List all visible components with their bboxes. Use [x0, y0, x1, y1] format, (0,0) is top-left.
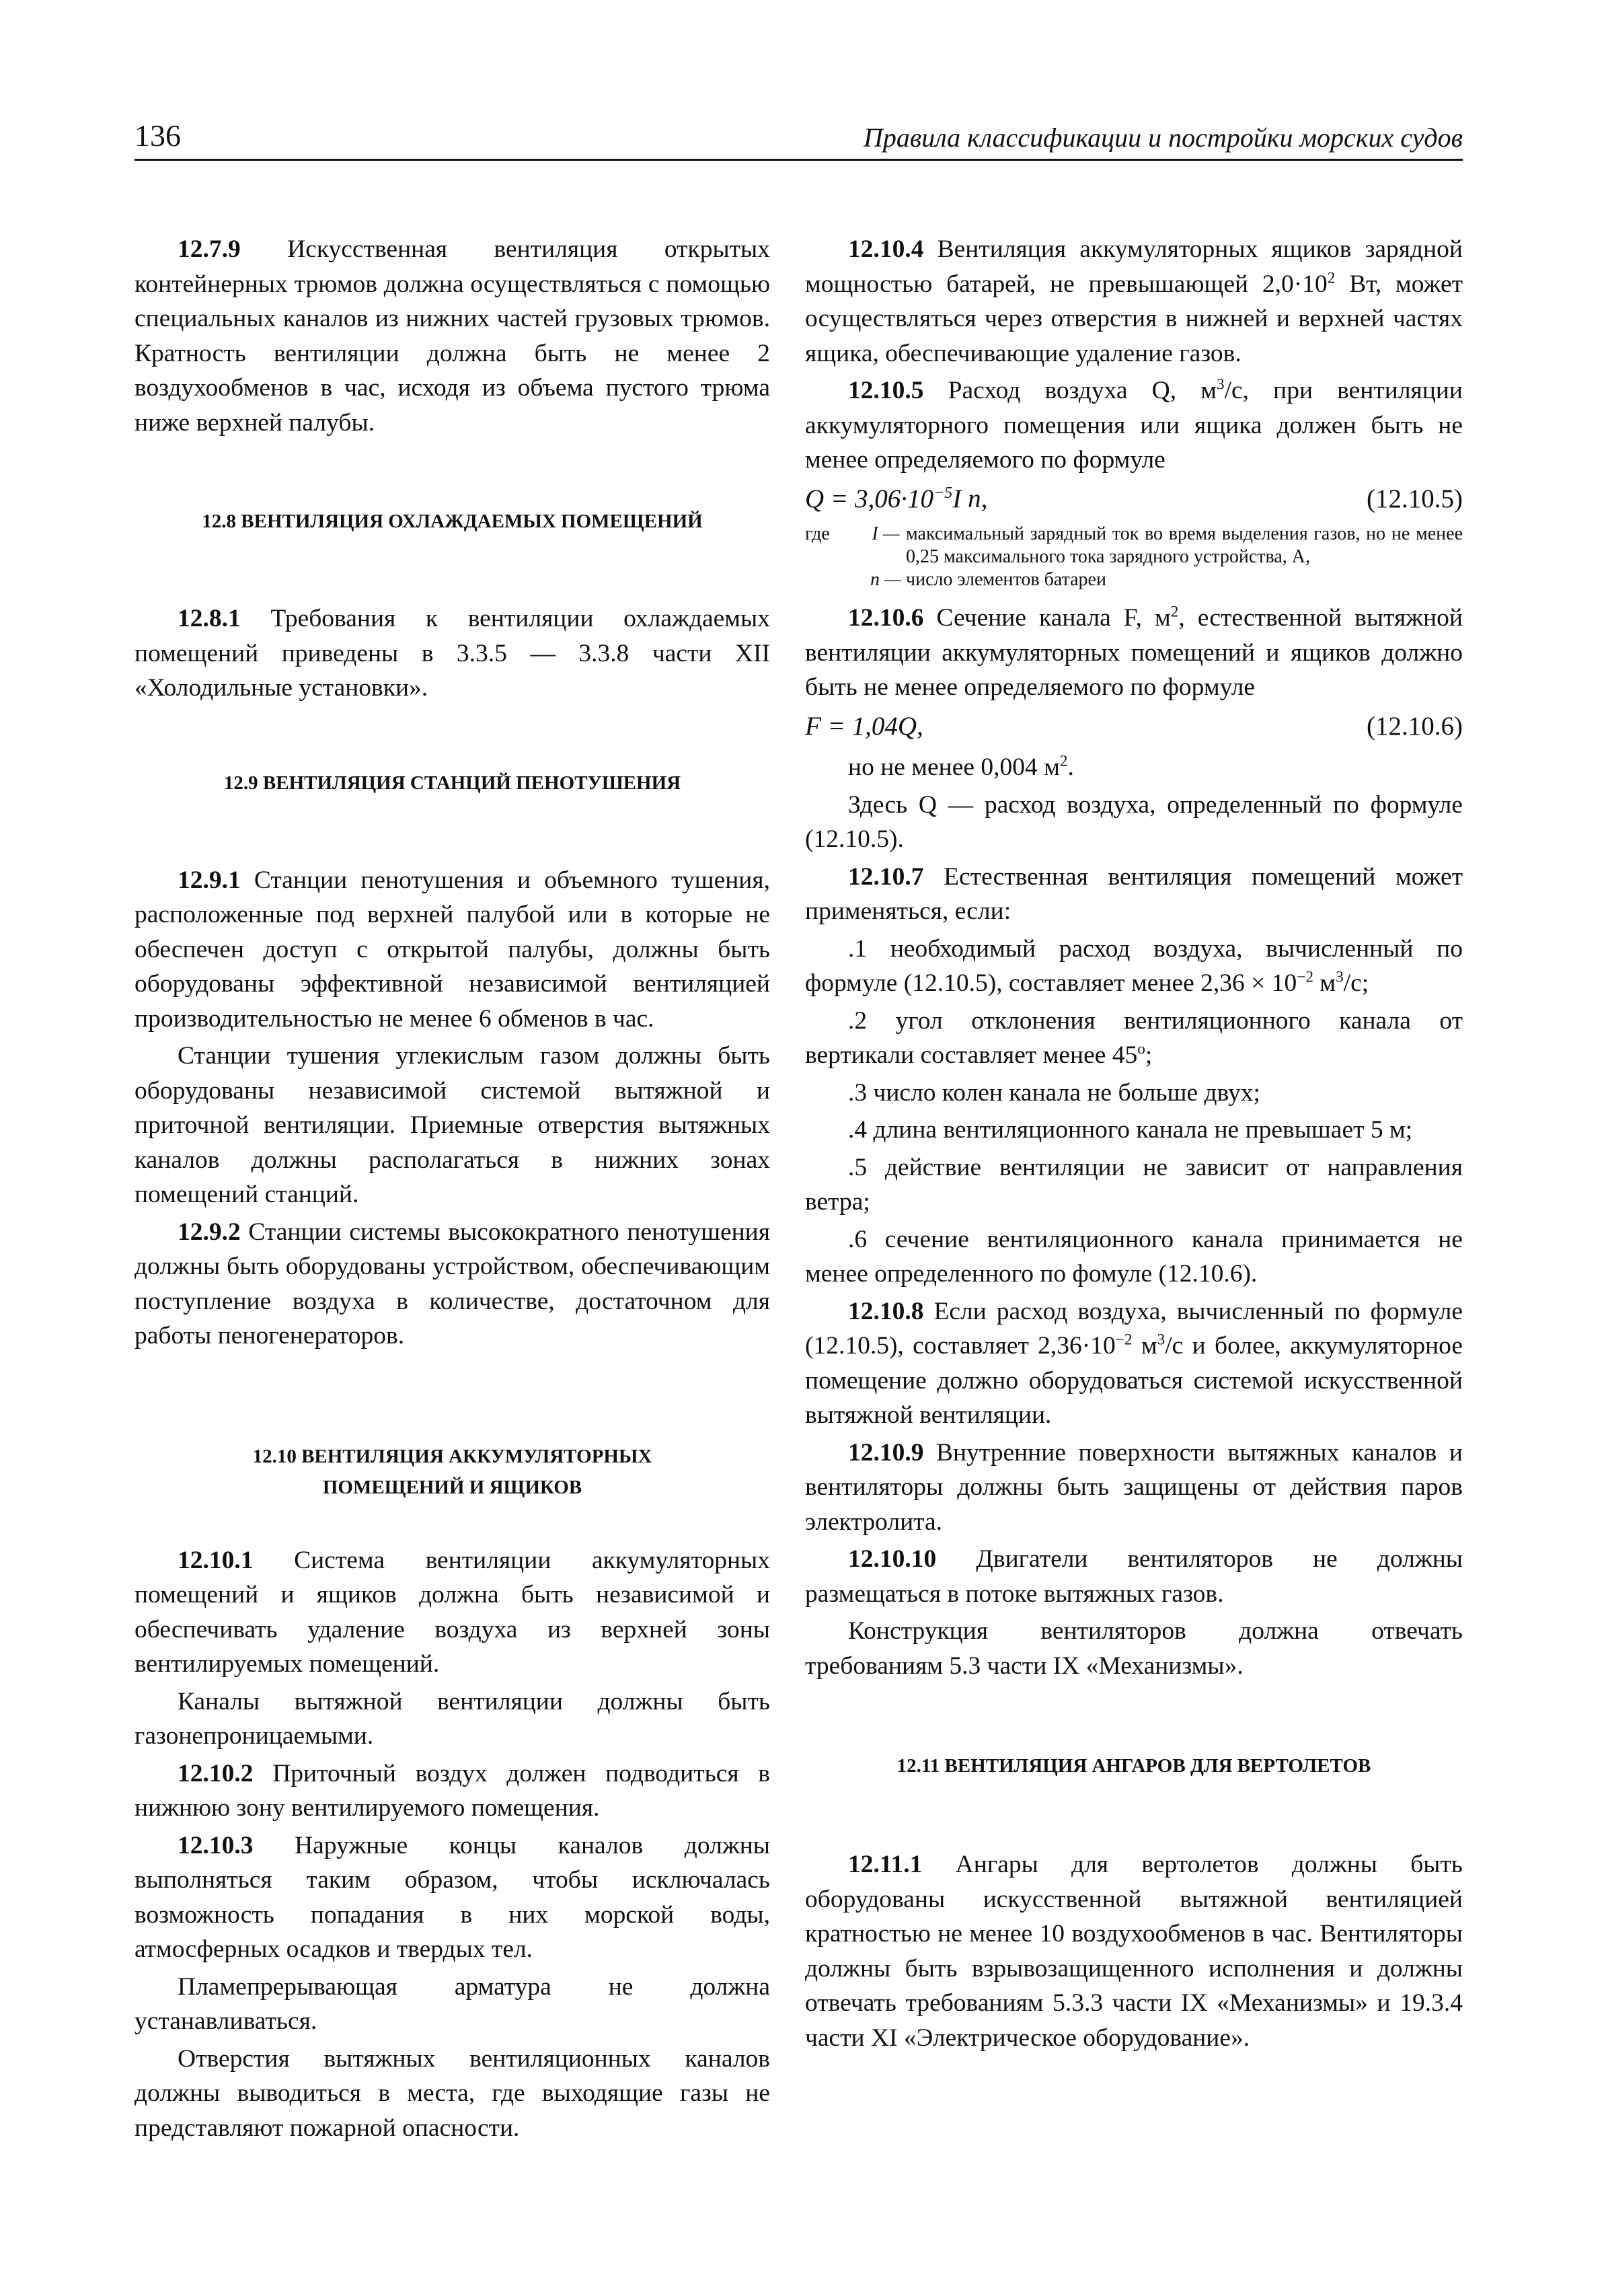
paragraph-12-10-9: 12.10.9 Внутренние поверхности вытяжных каналов и вентиляторы должны быть защищены от действия паров электролита. — [805, 1438, 1463, 1536]
paragraph-12-10-3-c: Отверстия вытяжных вентиляционных каналов должны выводиться в места, где выходящие газы не представляют пожарной опасности. — [135, 2044, 770, 2142]
section-heading-12-10: 12.10 ВЕНТИЛЯЦИЯ АККУМУЛЯТОРНЫХ ПОМЕЩЕНИЙ И ЯЩИКОВ — [252, 1445, 652, 1498]
paragraph-12-11-1: 12.11.1 Ангары для вертолетов должны быть оборудованы искусственной вытяжной вентиляцией кратностью не менее 10 воздухообменов в час. Вентиляторы должны быть взрывозащищенного исполнения и должны отвечать требованиям 5.3.3 части IX «Механизмы» и 19.3.4 части XI «Электрическое оборудование». — [805, 1851, 1463, 2052]
paragraph-12-9-1-b: Станции тушения углекислым газом должны быть оборудованы независимой системой вытяжной и приточной вентиляции. Приемные отверстия вытяжных каналов должны располагаться в нижних зонах помещений станций. — [135, 1042, 770, 1208]
list-item-3: .3 число колен канала не больше двух; — [848, 1078, 1260, 1107]
paragraph-12-10-7: 12.10.7 Естественная вентиляция помещений может применяться, если: — [805, 862, 1463, 925]
paragraph-12-10-1-b: Каналы вытяжной вентиляции должны быть газонепроницаемыми. — [135, 1687, 770, 1750]
right-column — [805, 232, 1463, 2058]
paragraph-12-10-10: 12.10.10 Двигатели вентиляторов не должны размещаться в потоке вытяжных газов. — [805, 1545, 1463, 1608]
list-item-4: .4 длина вентиляционного канала не превышает 5 м; — [848, 1116, 1413, 1144]
paragraph-12-7-9: 12.7.9 Искусственная вентиляция открытых контейнерных трюмов должна осуществляться с помощью специальных каналов из нижних частей грузовых трюмов. Кратность вентиляции должна быть не менее 2 воздухообменов в час, исходя из объема пустого трюма ниже верхней палубы. — [135, 235, 770, 437]
list-item-1: .1 необходимый расход воздуха, вычисленный по формуле (12.10.5), составляет менее $2,36 \times 10^{-2}$ $м^3/с$; — [805, 934, 1463, 997]
page-number: 136 — [135, 118, 181, 153]
section-heading-12-11: 12.11 ВЕНТИЛЯЦИЯ АНГАРОВ ДЛЯ ВЕРТОЛЕТОВ — [896, 1755, 1371, 1777]
section-heading-12-9: 12.9 ВЕНТИЛЯЦИЯ СТАНЦИЙ ПЕНОТУШЕНИЯ — [223, 772, 681, 794]
paragraph-12-9-2: 12.9.2 Станции системы высокократного пенотушения должны быть оборудованы устройством, обеспечивающим поступление воздуха в количестве, достаточном для работы пеногенераторов. — [135, 1218, 770, 1349]
formula-number: (12.10.5) — [1367, 484, 1463, 513]
paragraph-12-10-8: 12.10.8 Если расход воздуха, вычисленный по формуле (12.10.5), составляет $2,36\cdot 10^{-2}$ $м^3/с$ и более, аккумуляторное помещение должно оборудоваться системой искусственной вытяжной вентиляции. — [805, 1297, 1463, 1429]
paragraph-12-10-4: 12.10.4 Вентиляция аккумуляторных ящиков зарядной мощностью батарей, не превышающей $2,0\cdot 10^2$ Вт, может осуществляться через отверстия в нижней и верхней частях ящика, обеспечивающие удаление газов. — [805, 235, 1463, 367]
list-item-2: .2 угол отклонения вентиляционного канала от вертикали составляет менее $45^о$; — [805, 1006, 1463, 1069]
left-column — [135, 232, 770, 2148]
formula-number: (12.10.6) — [1367, 711, 1463, 741]
paragraph-12-10-3: 12.10.3 Наружные концы каналов должны выполняться таким образом, чтобы исключалась возможность попадания в них морской воды, атмосферных осадков и твердых тел. — [135, 1831, 770, 1963]
list-item-6: .6 сечение вентиляционного канала принимается не менее определенного по фомуле (12.10.6). — [805, 1225, 1463, 1288]
paragraph-formula-note: но не менее 0,004 $м^2$. — [848, 752, 1074, 781]
section-heading-12-8: 12.8 ВЕНТИЛЯЦИЯ ОХЛАЖДАЕМЫХ ПОМЕЩЕНИЙ — [202, 511, 703, 532]
page-header — [135, 118, 1463, 158]
paragraph-12-10-10-b: Конструкция вентиляторов должна отвечать требованиям 5.3 части IX «Механизмы». — [805, 1617, 1463, 1680]
formula-12-10-6: F = 1,04Q, (12.10.6) — [805, 709, 1463, 744]
paragraph-12-10-2: 12.10.2 Приточный воздух должен подводиться в нижнюю зону вентилируемого помещения. — [135, 1759, 770, 1822]
paragraph-12-8-1: 12.8.1 Требования к вентиляции охлаждаемых помещений приведены в 3.3.5 — 3.3.8 части XII «Холодильные установки». — [135, 605, 770, 702]
formula-12-10-5: $Q = 3,06\cdot 10^{-5}I$ n, (12.10.5) — [805, 482, 1463, 517]
list-item-5: .5 действие вентиляции не зависит от направления ветра; — [805, 1153, 1463, 1216]
formula-legend: где I — максимальный зарядный ток во время выделения газов, но не менее 0,25 максимального тока зарядного устройства, А, n — число элементов батареи — [805, 523, 1463, 590]
paragraph-12-9-1: 12.9.1 Станции пенотушения и объемного тушения, расположенные под верхней палубой или в которые не обеспечен доступ с открытой палубы, должны быть оборудованы эффективной независимой вентиляцией производительностью не менее 6 обменов в час. — [135, 866, 770, 1033]
header-rule — [135, 159, 1463, 161]
running-title: Правила классификации и постройки морских судов — [863, 122, 1463, 153]
paragraph-formula-here: Здесь Q — расход воздуха, определенный по формуле (12.10.5). — [805, 790, 1463, 853]
paragraph-12-10-3-b: Пламепрерывающая арматура не должна устанавливаться. — [135, 1972, 770, 2035]
paragraph-12-10-1: 12.10.1 Система вентиляции аккумуляторных помещений и ящиков должна быть независимой и обеспечивать удаление воздуха из верхней зоны вентилируемых помещений. — [135, 1546, 770, 1678]
paragraph-12-10-5: 12.10.5 Расход воздуха Q, $м^3/с$, при вентиляции аккумуляторного помещения или ящика должен быть не менее определяемого по формуле — [805, 375, 1463, 474]
paragraph-12-10-6: 12.10.6 Сечение канала F, $м^2$, естественной вытяжной вентиляции аккумуляторных помещений и ящиков должно быть не менее определяемого по формуле — [805, 603, 1463, 701]
